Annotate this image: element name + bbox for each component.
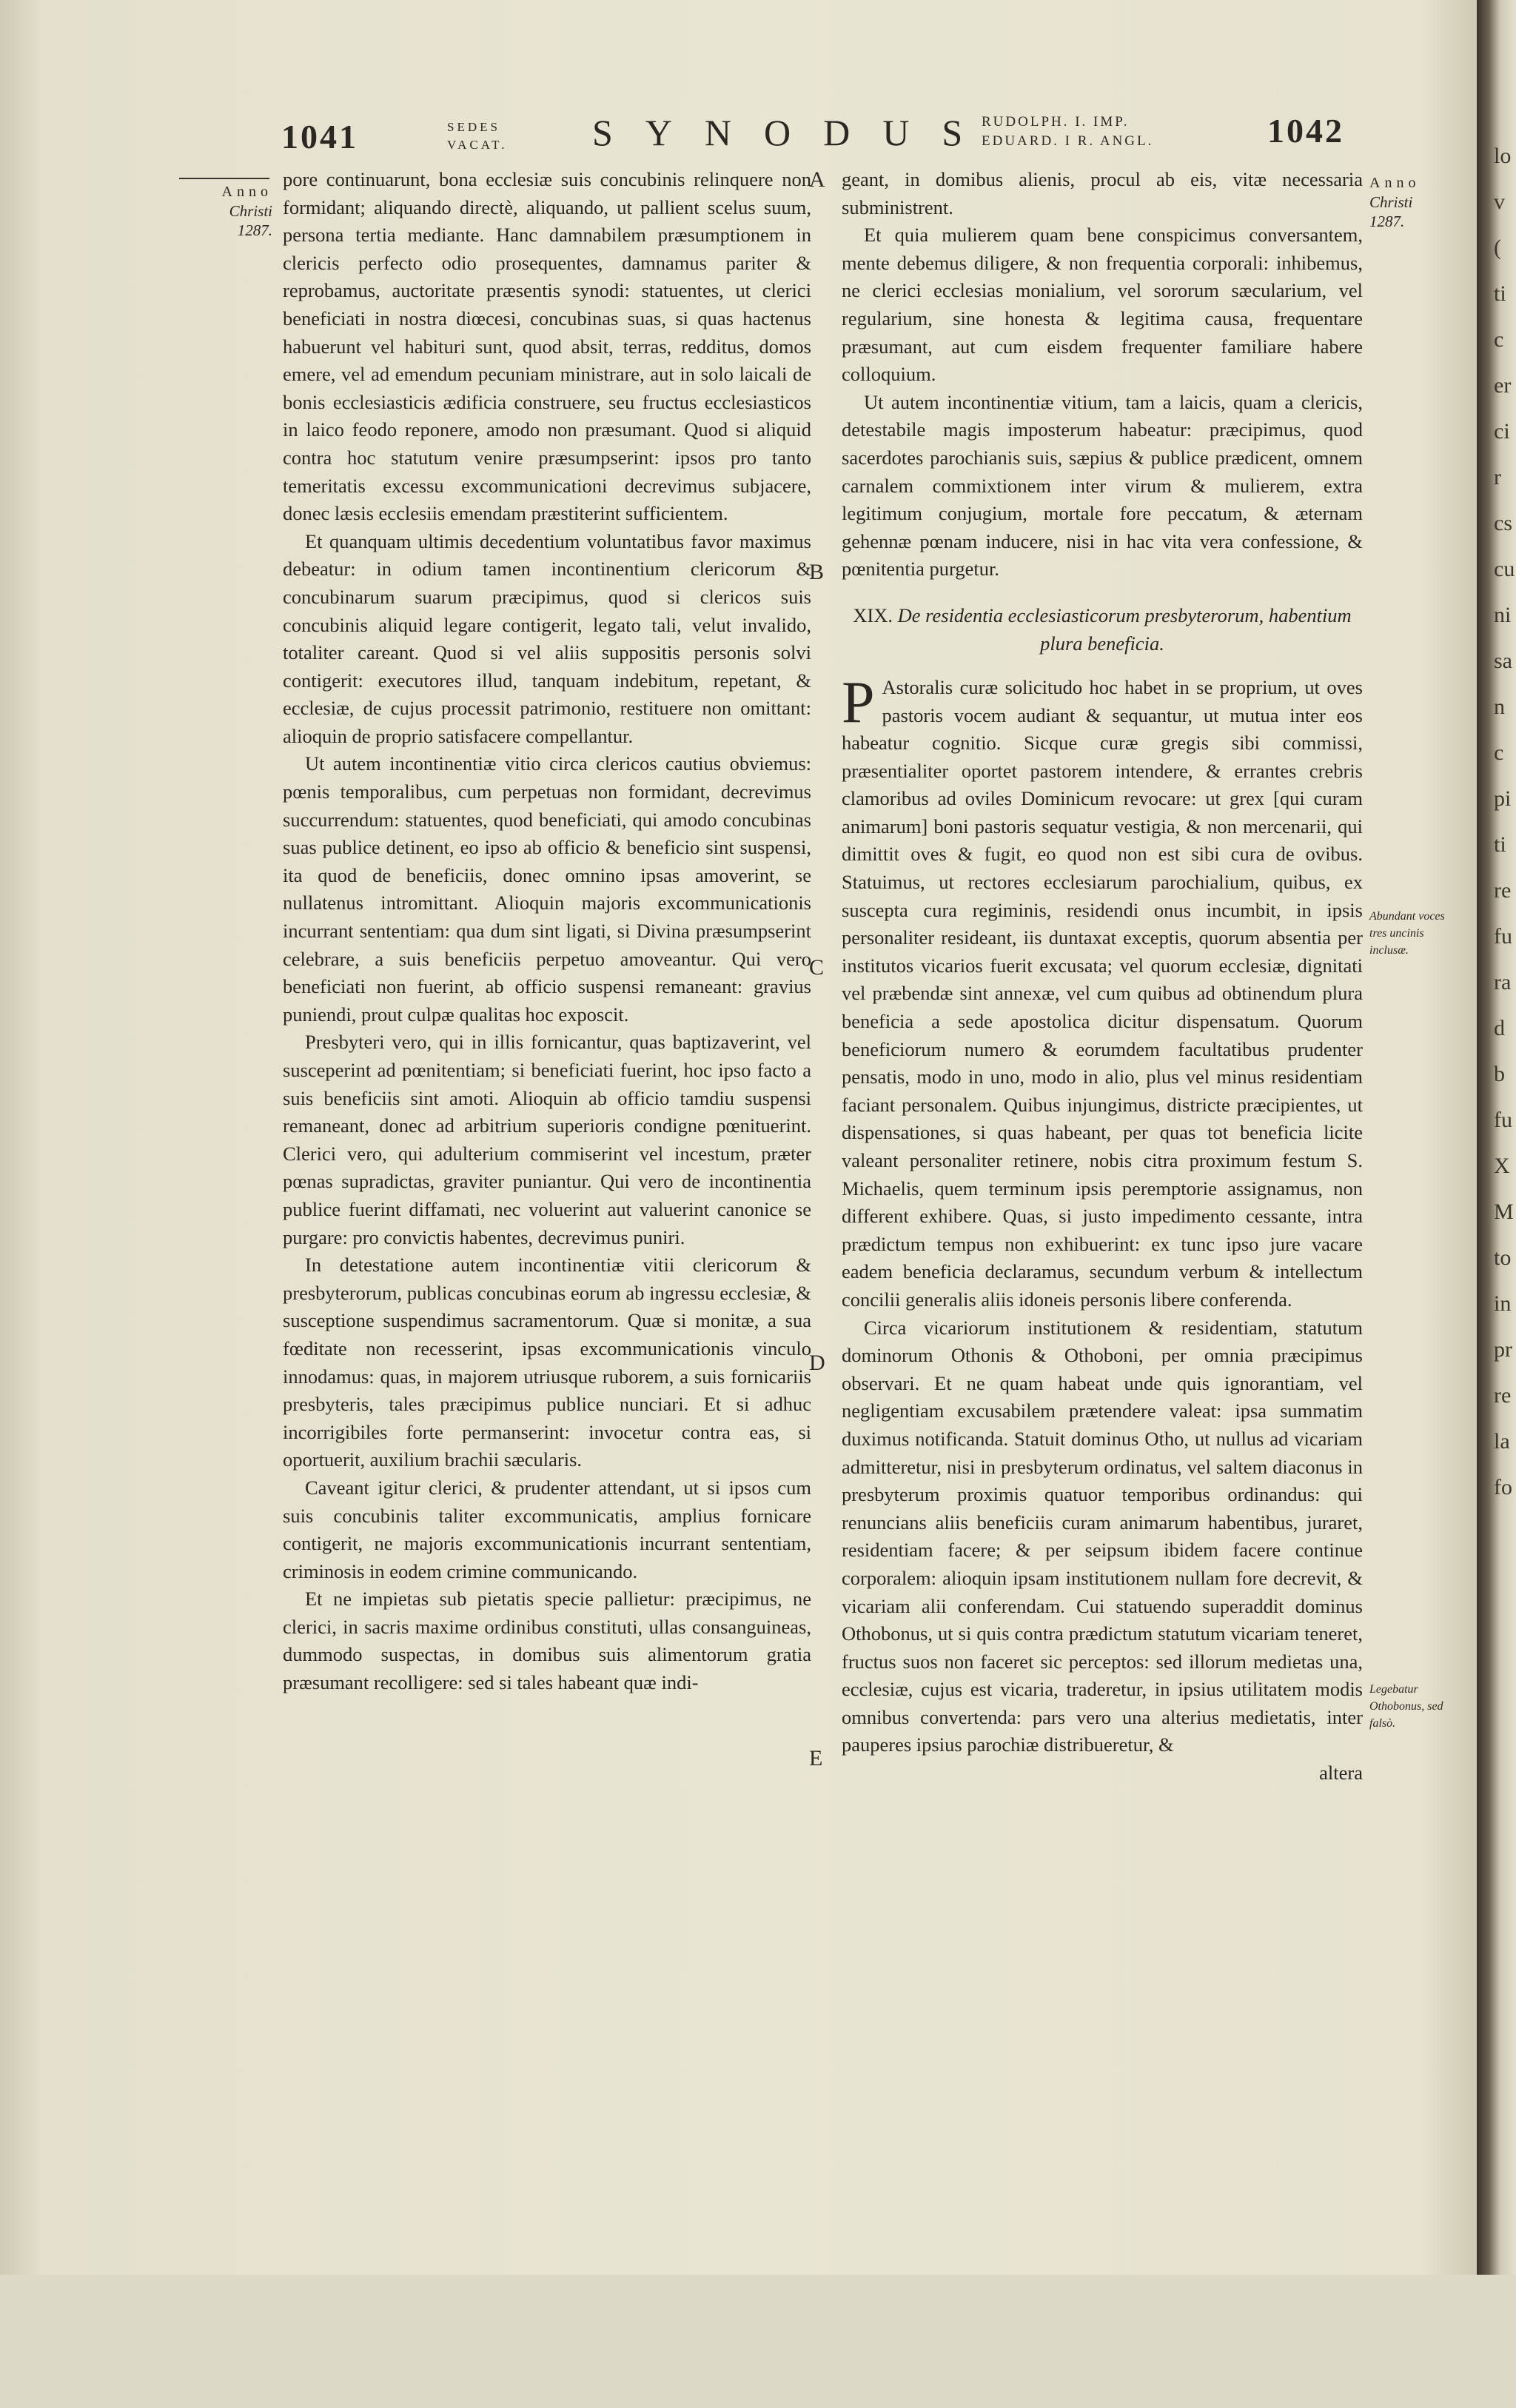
paragraph-text: Astoralis curæ solicitudo hoc habet in se proprium, ut oves pastoris vocem audiant & sequantur, ut mutua inter eos habeatur cognitio. Sicque curæ gregis sibi commissi, præsentialiter oportet pastorem intendere, & errantes crebris clamoribus ad oviles Dominicum revocare: ut grex [qui curam animarum] boni pastoris sequatur vestigia, & non mercenarii, qui dimittit oves & fugit, eo quod non est sibi cura de ovibus. Statuimus, ut rectores ecclesiarum parochialium, quibus, ex suscepta cura regiminis, residendi onus incumbit, in ipsis personaliter resideant, iis duntaxat exceptis, quorum absentia per institutos vicarios fuerit excusata; vel quorum ecclesiæ, dignitati vel præbendæ sint annexæ, vel cum quibus ad obtinendum plura beneficia a sede apostolica dicitur dispensatum. Quorum beneficiorum numero & eorumdem facultatibus prudenter pensatis, modo in uno, modo in alio, plus vel minus residentiam faciant personalem. Quibus injungimus, districte præcipientes, ut dispensationes, si quas habeant, per quas tot beneficia licite valeant personaliter retinere, nobis citra proximum festum S. Michaelis, quem terminum ipsis peremptorie assignamus, non different exhibere. Quas, si justo impedimento cessante, intra prædictum tempus non exhibuerint: ex tunc ipso jure vacare eadem beneficia declaramus, secundum verbum & intellectum concilii generalis aliis idoneis personis libere conferenda. xyxy=(842,675,1363,1311)
paragraph: Et quia mulierem quam bene conspicimus conversantem, mente debemus diligere, & non frequentia corporali: inhibemus, ne clerici ecclesias monialium, vel sororum sæcularium, vel regularium, sine honesta & legitima causa, frequentare præsumant, aut cum eisdem frequenter familiare habere colloquium. xyxy=(842,224,1363,386)
edge-fragment: pr xyxy=(1494,1337,1512,1362)
margin-note-legebatur: Legebatur Othobonus, sed falsò. xyxy=(1369,1683,1443,1730)
paragraph: Et quanquam ultimis decedentium voluntatibus favor maximus debeatur: in odium tamen incontinentium clericorum & concubinarum suarum præcipimus, quod si clericos suis concubinis aliquid legare contigerit, legato tali, velut invalido, totaliter careant. Quod si vel aliis suppositis personis solvi contigerit: executores illud, tanquam indebitum, repetant, & ecclesiæ, de cujus processit patrimonio, restituere non omittant: alioquin de proprio satisfacere compellantur. xyxy=(283,529,811,747)
sedes-text: SEDES xyxy=(447,120,500,134)
edge-fragment: to xyxy=(1494,1245,1512,1270)
section-title: De residentia ecclesiasticorum presbyterorum, habentium plura beneficia. xyxy=(897,603,1352,655)
margin-year: 1287. xyxy=(1369,213,1405,230)
edge-fragment: ci xyxy=(1494,419,1510,444)
margin-year-left xyxy=(169,178,272,240)
page-number-right: 1042 xyxy=(1267,112,1344,150)
section-heading xyxy=(842,601,1363,658)
margin-christi: Christi xyxy=(229,202,272,220)
edge-fragment: fu xyxy=(1494,924,1512,949)
paragraph: Ut autem incontinentiæ vitio circa clericos cautius obviemus: pœnis temporalibus, cum perpetuas non formidant, decrevimus succurrendum: statuentes, quod beneficiati, qui amodo concubinas suas publice detinent, eo ipso ab officio & beneficio sint suspensi, ita quod de beneficiis, donec omnino ipsas amoverint, se nullatenus intromittant. Alioquin majoris excommunicationis incurrant sententiam: qua dum sint ligati, si Divina præsumpserint celebrare, a suis beneficiis perpetuo amoveantur. Qui vero beneficiati non fuerint, ab officio suspensi remaneant: gravius puniendi, prout culpæ qualitas hoc exposcit. xyxy=(283,752,811,1026)
margin-note-abundant: Abundant voces tres uncinis inclusæ. xyxy=(1369,910,1445,957)
catchword: altera xyxy=(1319,1762,1363,1785)
section-letter-d: D xyxy=(809,1351,825,1375)
running-head-rulers xyxy=(982,113,1153,151)
margin-anno: Anno xyxy=(221,184,272,200)
edge-fragment: ra xyxy=(1494,970,1512,994)
edge-fragment: fo xyxy=(1494,1475,1512,1499)
margin-year-right xyxy=(1369,173,1451,231)
margin-year: 1287. xyxy=(237,221,272,239)
edge-fragment: re xyxy=(1494,878,1512,903)
vacat-text: VACAT. xyxy=(447,138,508,152)
section-letter-e: E xyxy=(809,1746,823,1770)
edge-fragment: sa xyxy=(1494,649,1512,673)
paragraph: Ut autem incontinentiæ vitium, tam a laicis, quam a clericis, detestabile magis imposterum habeatur: præcipimus, quod sacerdotes parochianis suis, sæpius & publice prædicent, omnem carnalem commixtionem inter virum & mulierem, extra legitimum conjugium, mortale fore peccatum, & æternam gehennæ pœnam inducere, nisi in hac vita vera confessione, & pœnitentia purgetur. xyxy=(842,390,1363,581)
edge-fragment: ti xyxy=(1494,281,1506,306)
eduard-text: EDUARD. I R. ANGL. xyxy=(982,133,1154,149)
edge-fragment: v xyxy=(1494,190,1505,214)
edge-fragment: d xyxy=(1494,1016,1505,1040)
margin-anno: Anno xyxy=(1369,175,1421,191)
paragraph: In detestatione autem incontinentiæ vitii clericorum & presbyterorum, publicas concubinas eorum ab ingressu ecclesiæ, & susceptione suspendimus sacramentorum. Quæ si monitæ, a sua fœditate non recesserint, ipsas excommunicationis vinculo innodamus: quas, in majorem utriusque ruborem, a suis fornicariis presbyteris, tales præcipimus publice nunciari. Et si adhuc incorrigibiles forte permanserint: invocetur contra eas, si oportuerit, auxilium brachii sæcularis. xyxy=(283,1254,811,1471)
margin-rule xyxy=(179,178,269,179)
edge-fragment: cu xyxy=(1494,557,1515,581)
paragraph: Caveant igitur clerici, & prudenter attendant, ut si ipsos cum suis concubinis taliter excommunicatis, amplius fornicare contigerit, ne majoris excommunicationis incurrant sententiam, criminosis in eodem crimine communicando. xyxy=(283,1476,811,1582)
running-title: SYNODUS xyxy=(592,112,996,153)
paragraph: pore continuarunt, bona ecclesiæ suis concubinis relinquere non formidant; aliquando directè, aliquando, ut pallient scelus suum, persona tertia mediante. Hanc damnabilem præsumptionem in clericis perfecto odio prosequentes, damnamus pariter & reprobamus, auctoritate præsentis synodi: statuentes, ut clerici beneficiati in nostra diœcesi, concubinas suas, si quas hactenus habuerunt vel habituri sunt, quod absit, terras, redditus, domos emere, vel ad emendum pecuniam ministrare, aut in solo laicali de bonis ecclesiasticis ædificia construere, seu fructus ecclesiasticos in laico feodo reponere, amodo non præsumant. Quod si aliquid contra hoc statutum venire præsumpserint: ipsos pro tanto temeritatis excessu excommunicationi decrevimus subjacere, donec læsis ecclesiis emendam præstiterint sufficientem. xyxy=(283,168,811,525)
paragraph: geant, in domibus alienis, procul ab eis, vitæ necessaria subministrent. xyxy=(842,168,1363,218)
edge-fragment: ti xyxy=(1494,832,1506,857)
edge-fragment: c xyxy=(1494,740,1504,765)
margin-christi: Christi xyxy=(1369,193,1413,211)
edge-fragment: cs xyxy=(1494,511,1512,535)
page-number-left: 1041 xyxy=(281,118,358,155)
edge-fragment: c xyxy=(1494,327,1504,352)
edge-fragment: lo xyxy=(1494,144,1512,168)
section-number: XIX. xyxy=(853,603,893,626)
edge-fragment: la xyxy=(1494,1429,1510,1454)
paragraph xyxy=(842,669,1363,1314)
next-page-edge xyxy=(1494,0,1516,2408)
edge-fragment: er xyxy=(1494,373,1512,398)
edge-fragment: X xyxy=(1494,1154,1510,1178)
edge-fragment: re xyxy=(1494,1383,1512,1408)
running-head-sedes xyxy=(447,118,507,154)
section-letter-c: C xyxy=(809,955,825,980)
edge-fragment: in xyxy=(1494,1291,1512,1316)
rudolph-text: RUDOLPH. I. IMP. xyxy=(982,114,1130,130)
paragraph: Et ne impietas sub pietatis specie pallietur: præcipimus, ne clerici, in sacris maxime ordinibus constituti, ullas consanguineas, dummodo suspectas, in domibus suis alimentorum gratia præsumant recolligere: sed si tales habeant quæ indi- xyxy=(283,1588,811,1694)
edge-fragment: n xyxy=(1494,695,1505,719)
left-column xyxy=(283,166,811,1697)
edge-fragment: pi xyxy=(1494,786,1512,811)
edge-fragment: r xyxy=(1494,465,1501,489)
edge-fragment: M xyxy=(1494,1200,1514,1224)
edge-fragment: b xyxy=(1494,1062,1505,1086)
edge-fragment: fu xyxy=(1494,1108,1512,1132)
right-column xyxy=(842,166,1363,1787)
paragraph: Presbyteri vero, qui in illis fornicantur, quas baptizaverint, vel susceperint ad pœnitentiam; si beneficiati fuerint, hoc ipso facto a suis beneficiis sint amoti. Alioquin ab officio tamdiu suspensi remaneant, donec ad arbitrium superioris condigne pœnituerint. Clerici vero, qui adulterium commiserint vel incestum, præter pœnas supradictas, graviter puniantur. Qui vero de incontinentia publice fuerint diffamati, nec voluerint aut valuerint canonice se purgare: pro convictis habentes, decrevimus puniri. xyxy=(283,1031,811,1248)
edge-fragment: ( xyxy=(1494,235,1501,260)
section-letter-a: A xyxy=(809,167,825,192)
section-letter-b: B xyxy=(809,560,825,584)
drop-cap: P xyxy=(842,669,875,735)
edge-fragment: ni xyxy=(1494,603,1512,627)
paragraph: Circa vicariorum institutionem & residentiam, statutum dominorum Othonis & Othoboni, per omnia præcipimus observari. Et ne quam habeat unde quis ignorantiam, vel negligentiam excusabilem prætendere valeat: ipsa summatim duximus notificanda. Statuit dominus Otho, ut nullus ad vicariam admitteretur, nisi in presbyterum ordinatus, vel saltem diaconus in presbyterum proximis quatuor temporibus ordinandus: qui renuncians aliis beneficiis curam animarum habentibus, juraret, residentiam facere; & per seipsum ibidem facere continue corporalem: alioquin ipsam institutionem nullam fore decrevit, & vicariam alii conferendam. Cui statuendo superaddit dominus Othobonus, ut si quis contra prædictum statutum vicariam teneret, fructus suos non faceret sic perceptos: sed illorum medietas una, ecclesiæ, cujus est vicaria, traderetur, in ipsius utilitatem modis omnibus convertenda: pars vero una alterius medietatis, inter pauperes ipsius parochiæ distribueretur, & xyxy=(842,1316,1363,1756)
